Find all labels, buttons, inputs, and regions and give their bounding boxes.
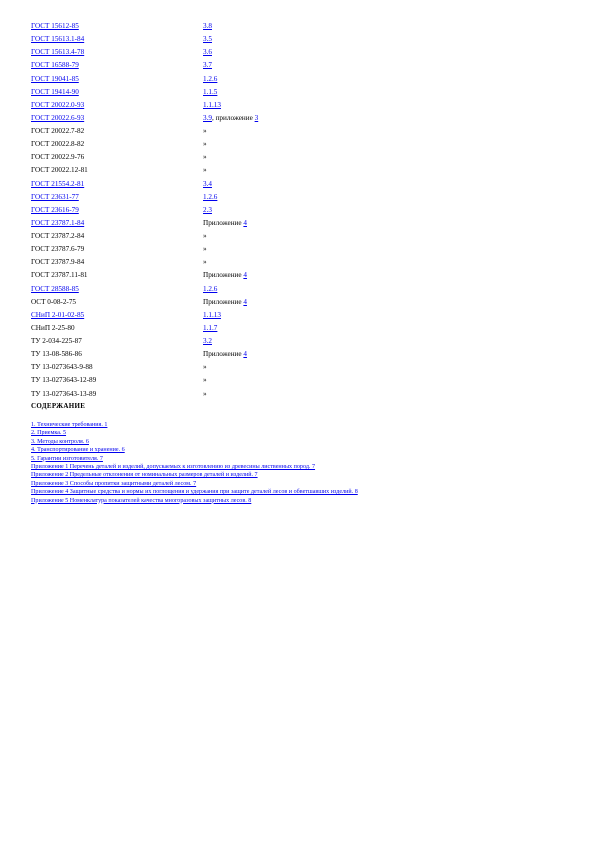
reference-document-text: ТУ 13-0273643-13-89 [31, 389, 97, 398]
toc-link[interactable]: Приложение 2 Предельные отклонения от номинальных размеров деталей и изделий. 7 [31, 472, 258, 479]
reference-clause-cell [203, 112, 258, 125]
reference-document-link[interactable]: ГОСТ 15613.4-78 [31, 48, 85, 57]
table-row [31, 20, 258, 33]
reference-document-cell [31, 59, 203, 72]
reference-clause-cell [203, 243, 258, 256]
reference-document-cell [31, 230, 203, 243]
clause-text: » [203, 153, 207, 162]
reference-clause-cell [203, 361, 258, 374]
clause-link[interactable]: 4 [243, 297, 247, 306]
reference-document-cell [31, 217, 203, 230]
reference-document-text: ГОСТ 20022.12-81 [31, 166, 88, 175]
table-row [31, 191, 258, 204]
clause-text: , приложение [211, 113, 255, 122]
reference-document-link[interactable]: ГОСТ 20022.6-93 [31, 113, 85, 122]
clause-text: Приложение [203, 271, 244, 280]
table-row [31, 59, 258, 72]
clause-link[interactable]: 4 [243, 271, 247, 280]
references-table [31, 20, 258, 401]
reference-document-cell [31, 388, 203, 401]
reference-clause-cell [203, 296, 258, 309]
reference-document-text: ОСТ 0-08-2-75 [31, 297, 77, 306]
table-row [31, 230, 258, 243]
reference-document-link[interactable]: ГОСТ 23631-77 [31, 192, 79, 201]
table-row [31, 283, 258, 296]
reference-document-cell [31, 164, 203, 177]
reference-document-cell [31, 33, 203, 46]
reference-document-cell [31, 256, 203, 269]
toc-item [31, 480, 358, 488]
reference-document-link[interactable]: ГОСТ 15613.1-84 [31, 35, 85, 44]
reference-document-cell [31, 125, 203, 138]
clause-link[interactable]: 3.6 [203, 48, 212, 57]
toc-item [31, 455, 358, 463]
clause-link[interactable]: 2.3 [203, 205, 212, 214]
clause-text: » [203, 140, 207, 149]
contents-heading: СОДЕРЖАНИЕ [31, 402, 86, 410]
clause-link[interactable]: 1.2.6 [203, 284, 218, 293]
table-row [31, 335, 258, 348]
clause-text: » [203, 245, 207, 254]
reference-document-cell [31, 269, 203, 282]
table-row [31, 374, 258, 387]
clause-link[interactable]: 3.2 [203, 337, 212, 345]
reference-document-cell [31, 73, 203, 86]
reference-document-text: ГОСТ 23787.6-79 [31, 245, 85, 254]
reference-document-cell [31, 99, 203, 112]
reference-clause-cell [203, 256, 258, 269]
clause-text: » [203, 127, 207, 135]
table-row [31, 112, 258, 125]
reference-document-cell [31, 243, 203, 256]
clause-link[interactable]: 3.9 [203, 113, 212, 122]
reference-document-link[interactable]: ГОСТ 19041-85 [31, 74, 79, 83]
toc-item [31, 497, 358, 505]
reference-document-cell [31, 283, 203, 296]
toc-link[interactable]: 1. Технические требования. 1 [31, 422, 108, 428]
clause-link[interactable]: 1.1.13 [203, 310, 221, 319]
toc-item [31, 438, 358, 446]
toc-item [31, 446, 358, 454]
reference-clause-cell [203, 230, 258, 243]
table-row [31, 296, 258, 309]
reference-document-cell [31, 151, 203, 164]
reference-document-cell [31, 112, 203, 125]
reference-document-cell [31, 20, 203, 33]
reference-clause-cell [203, 99, 258, 112]
clause-text: » [203, 258, 207, 267]
clause-text: » [203, 232, 207, 240]
table-row [31, 33, 258, 46]
table-row [31, 256, 258, 269]
reference-clause-cell [203, 191, 258, 204]
toc-link[interactable]: Приложение 4 Защитные средства и нормы их поглощения и удержания при защите деталей лесов и обветшавших изделий. 8 [31, 489, 358, 496]
toc-item [31, 471, 358, 479]
table-row [31, 125, 258, 138]
reference-document-link[interactable]: ГОСТ 21554.2-81 [31, 179, 85, 188]
toc-link[interactable]: Приложение 5 Номенклатура показателей качества многоразовых защитных лесов. 8 [31, 497, 252, 504]
clause-link[interactable]: 3.5 [203, 35, 212, 44]
reference-document-cell [31, 361, 203, 374]
reference-clause-cell [203, 125, 258, 138]
reference-document-cell [31, 348, 203, 361]
reference-clause-cell [203, 388, 258, 401]
table-row [31, 269, 258, 282]
reference-document-cell [31, 335, 203, 348]
clause-text: Приложение [203, 297, 244, 306]
table-row [31, 178, 258, 191]
table-row [31, 46, 258, 59]
reference-clause-cell [203, 217, 258, 230]
toc-link[interactable]: Приложение 3 Способы пропитки защитными деталей лесом. 7 [31, 480, 197, 487]
reference-document-link[interactable]: ГОСТ 19414-90 [31, 87, 79, 96]
reference-document-link[interactable]: ГОСТ 16588-79 [31, 61, 79, 70]
table-row [31, 138, 258, 151]
reference-document-cell [31, 138, 203, 151]
toc-link[interactable]: 3. Методы контроля. 6 [31, 438, 89, 445]
reference-document-cell [31, 374, 203, 387]
table-row [31, 204, 258, 217]
table-row [31, 151, 258, 164]
clause-link[interactable]: 3.8 [203, 22, 212, 30]
reference-document-cell [31, 191, 203, 204]
clause-link[interactable]: 3.4 [203, 179, 212, 188]
toc-link[interactable]: 5. Гарантии изготовителя. 7 [31, 455, 103, 462]
reference-document-text: ГОСТ 23787.11-81 [31, 271, 88, 280]
reference-document-text: ТУ 13-0273643-9-88 [31, 363, 93, 372]
reference-document-cell [31, 86, 203, 99]
reference-clause-cell [203, 178, 258, 191]
reference-clause-cell [203, 33, 258, 46]
clause-link[interactable]: 4 [243, 218, 247, 227]
reference-clause-cell [203, 322, 258, 335]
clause-link[interactable]: 1.2.6 [203, 74, 218, 83]
toc-item [31, 463, 358, 471]
reference-document-cell [31, 309, 203, 322]
clause-link[interactable]: 3.7 [203, 61, 212, 70]
table-of-contents [31, 421, 358, 505]
reference-document-text: ГОСТ 23787.9-84 [31, 258, 85, 267]
table-row [31, 309, 258, 322]
reference-document-text: ГОСТ 20022.8-82 [31, 140, 85, 149]
table-row [31, 99, 258, 112]
reference-document-link[interactable]: СНиП 2-01-02-85 [31, 310, 85, 319]
reference-document-link[interactable]: ГОСТ 28588-85 [31, 284, 79, 293]
clause-text: » [203, 363, 207, 372]
clause-text: » [203, 389, 207, 398]
reference-document-cell [31, 46, 203, 59]
reference-document-text: СНиП 2-25-80 [31, 323, 75, 332]
clause-link[interactable]: 3 [254, 113, 259, 122]
reference-clause-cell [203, 20, 258, 33]
table-row [31, 348, 258, 361]
clause-text: Приложение [203, 218, 244, 227]
reference-document-text: ТУ 2-034-225-87 [31, 337, 82, 345]
toc-item [31, 488, 358, 496]
clause-link[interactable]: 1.1.5 [203, 87, 218, 96]
reference-clause-cell [203, 59, 258, 72]
reference-clause-cell [203, 374, 258, 387]
clause-link[interactable]: 1.1.13 [203, 100, 221, 109]
table-row [31, 73, 258, 86]
table-row [31, 322, 258, 335]
reference-document-text: ГОСТ 23787.2-84 [31, 232, 85, 240]
reference-document-cell [31, 204, 203, 217]
table-row [31, 388, 258, 401]
clause-link[interactable]: 1.1.7 [203, 323, 218, 332]
clause-text: » [203, 376, 207, 385]
table-row [31, 361, 258, 374]
reference-clause-cell [203, 73, 258, 86]
clause-text: » [203, 166, 207, 175]
reference-document-text: ТУ 13-0273643-12-89 [31, 376, 97, 385]
reference-document-cell [31, 296, 203, 309]
reference-clause-cell [203, 348, 258, 361]
toc-link[interactable]: Приложение 1 Перечень деталей и изделий, допускаемых к изготовлению из древесины лиственных пород. 7 [31, 464, 316, 471]
reference-document-link[interactable]: ГОСТ 23787.1-84 [31, 218, 85, 227]
reference-document-link[interactable]: ГОСТ 20022.0-93 [31, 100, 85, 109]
reference-clause-cell [203, 46, 258, 59]
toc-link[interactable]: 2. Приемка. 5 [31, 430, 67, 437]
toc-item [31, 429, 358, 437]
toc-link[interactable]: 4. Транспортирование и хранение. 6 [31, 447, 125, 454]
table-row [31, 217, 258, 230]
reference-clause-cell [203, 86, 258, 99]
table-row [31, 86, 258, 99]
toc-item [31, 421, 358, 429]
reference-clause-cell [203, 151, 258, 164]
reference-document-link[interactable]: ГОСТ 23616-79 [31, 205, 79, 214]
reference-document-link[interactable]: ГОСТ 15612-85 [31, 22, 79, 30]
reference-clause-cell [203, 164, 258, 177]
clause-text: Приложение [203, 350, 244, 359]
clause-link[interactable]: 4 [243, 350, 247, 359]
reference-clause-cell [203, 283, 258, 296]
reference-clause-cell [203, 138, 258, 151]
reference-clause-cell [203, 309, 258, 322]
reference-document-cell [31, 322, 203, 335]
table-row [31, 164, 258, 177]
reference-document-text: ГОСТ 20022.7-82 [31, 127, 85, 135]
reference-document-text: ТУ 13-08-586-86 [31, 350, 82, 359]
reference-clause-cell [203, 204, 258, 217]
clause-link[interactable]: 1.2.6 [203, 192, 218, 201]
reference-clause-cell [203, 269, 258, 282]
reference-document-cell [31, 178, 203, 191]
reference-document-text: ГОСТ 20022.9-76 [31, 153, 85, 162]
reference-clause-cell [203, 335, 258, 348]
table-row [31, 243, 258, 256]
